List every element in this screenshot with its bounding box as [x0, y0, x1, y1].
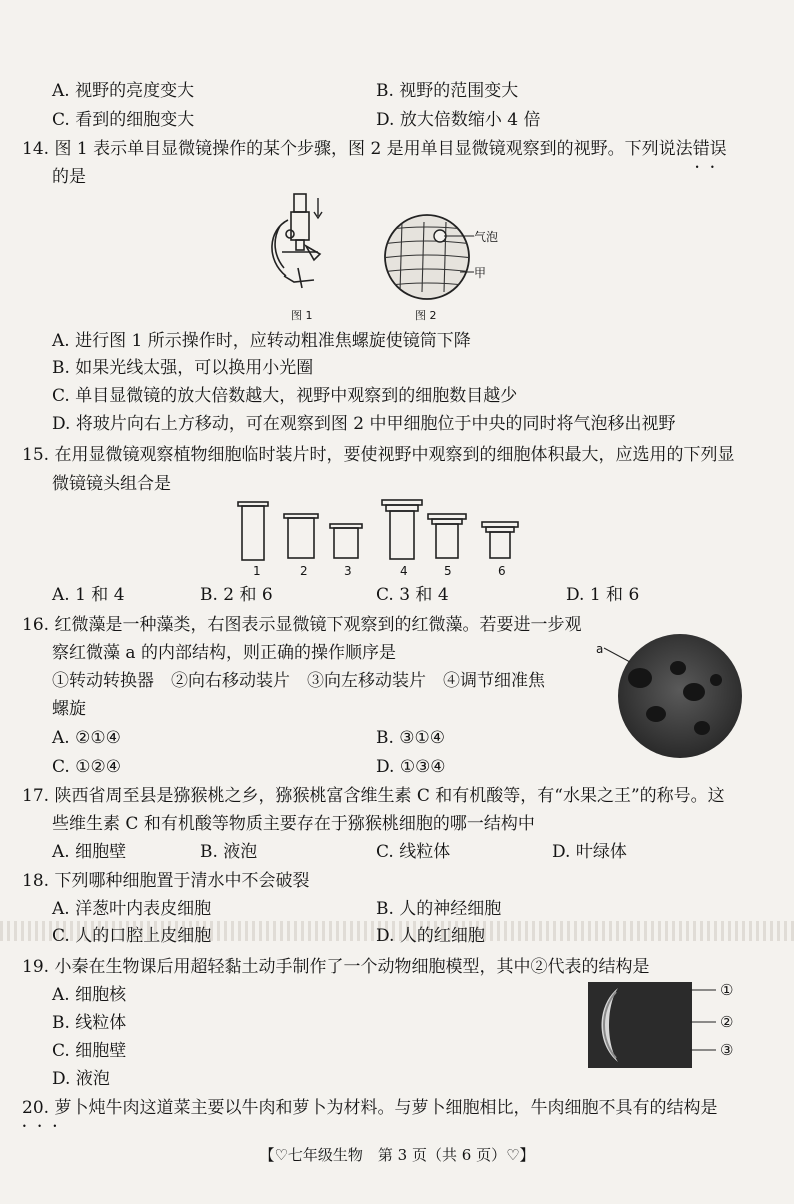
- q18-stem: 18. 下列哪种细胞置于清水中不会破裂: [22, 871, 310, 891]
- q13-option-b: B. 视野的范围变大: [376, 81, 519, 101]
- lens-label-3: 3: [344, 564, 352, 578]
- lens-label-4: 4: [400, 564, 408, 578]
- q16-stem-line1: 16. 红微藻是一种藻类，右图表示显微镜下观察到的红微藻。若要进一步观: [22, 615, 582, 635]
- q20-stem: [22, 1097, 717, 1119]
- cell-model-label-3: ③: [720, 1041, 734, 1059]
- figure-2-label-jia: 甲: [474, 266, 487, 280]
- q20-stem-emphasis: 不具有 • • •: [598, 1098, 649, 1118]
- q15-option-b: B. 2 和 6: [200, 585, 273, 605]
- lens-label-5: 5: [444, 564, 452, 578]
- q16-option-b: B. ③①④: [376, 728, 446, 748]
- q17-stem-line1: 17. 陕西省周至县是猕猴桃之乡，猕猴桃富含维生素 C 和有机酸等，有“水果之王”的称号。这: [22, 786, 725, 806]
- page-footer: 【♡七年级生物 第 3 页（共 6 页）♡】: [259, 1146, 535, 1164]
- q13-option-a: A. 视野的亮度变大: [52, 81, 195, 101]
- q15-option-c: C. 3 和 4: [376, 585, 449, 605]
- q16-option-a: A. ②①④: [52, 728, 121, 748]
- q16-stem-line3: ①转动转换器 ②向右移动装片 ③向左移动装片 ④调节细准焦: [52, 671, 545, 691]
- red-microalgae-leader: [600, 644, 640, 668]
- q14-option-c: C. 单目显微镜的放大倍数越大，视野中观察到的细胞数目越少: [52, 386, 518, 406]
- q18-option-a: A. 洋葱叶内表皮细胞: [52, 899, 212, 919]
- q14-option-d: D. 将玻片向右上方移动，可在观察到图 2 中甲细胞位于中央的同时将气泡移出视野: [52, 414, 676, 434]
- q13-option-d: D. 放大倍数缩小 4 倍: [376, 110, 541, 130]
- q14-stem-emphasis: 错误 • •: [693, 138, 727, 160]
- figure-2-caption: 图 2: [415, 309, 437, 322]
- q14-option-b: B. 如果光线太强，可以换用小光圈: [52, 358, 314, 378]
- q17-option-c: C. 线粒体: [376, 842, 451, 862]
- q18-option-b: B. 人的神经细胞: [376, 899, 502, 919]
- q16-option-d: D. ①③④: [376, 757, 446, 777]
- q18-option-d: D. 人的红细胞: [376, 926, 485, 946]
- figure-1-caption: 图 1: [291, 309, 313, 322]
- cell-model-photo: [588, 982, 692, 1068]
- lens-label-6: 6: [498, 564, 506, 578]
- q14-stem-line1: [22, 138, 727, 160]
- q16-option-c: C. ①②④: [52, 757, 121, 777]
- q15-option-a: A. 1 和 4: [52, 585, 125, 605]
- q19-option-b: B. 线粒体: [52, 1013, 127, 1033]
- q16-stem-line4: 螺旋: [52, 699, 86, 719]
- q15-stem-line2: 微镜镜头组合是: [52, 474, 171, 494]
- red-microalgae-label-a: a: [596, 642, 604, 656]
- figure-2-label-bubble: 气泡: [474, 230, 499, 244]
- q17-option-a: A. 细胞壁: [52, 842, 127, 862]
- lens-label-1: 1: [253, 564, 261, 578]
- cell-model-leaders: [690, 984, 720, 1064]
- q19-stem: 19. 小秦在生物课后用超轻黏土动手制作了一个动物细胞模型，其中②代表的结构是: [22, 957, 650, 977]
- q19-option-c: C. 细胞壁: [52, 1041, 127, 1061]
- q19-option-d: D. 液泡: [52, 1069, 110, 1089]
- lens-label-2: 2: [300, 564, 308, 578]
- q18-option-c: C. 人的口腔上皮细胞: [52, 926, 212, 946]
- q15-option-d: D. 1 和 6: [566, 585, 640, 605]
- q17-stem-line2: 些维生素 C 和有机酸等物质主要存在于猕猴桃细胞的哪一结构中: [52, 814, 535, 834]
- q17-option-b: B. 液泡: [200, 842, 258, 862]
- q20-stem-text: 20. 萝卜炖牛肉这道菜主要以牛肉和萝卜为材料。与萝卜细胞相比，牛肉细胞: [22, 1098, 599, 1118]
- q14-stem-line2: 的是: [52, 167, 86, 187]
- q17-option-d: D. 叶绿体: [552, 842, 627, 862]
- q13-option-c: C. 看到的细胞变大: [52, 110, 195, 130]
- q16-stem-line2: 察红微藻 a 的内部结构，则正确的操作顺序是: [52, 643, 396, 663]
- figure-1-microscope: [258, 190, 338, 300]
- q19-option-a: A. 细胞核: [52, 985, 127, 1005]
- q14-option-a: A. 进行图 1 所示操作时，应转动粗准焦螺旋使镜筒下降: [52, 331, 471, 351]
- lens-diagram: [230, 496, 530, 566]
- cell-model-label-2: ②: [720, 1013, 734, 1031]
- cell-model-label-1: ①: [720, 981, 734, 999]
- q14-stem-text: 14. 图 1 表示单目显微镜操作的某个步骤，图 2 是用单目显微镜观察到的视野。下列说法: [22, 139, 693, 159]
- q20-stem-tail: 的结构是: [649, 1098, 718, 1118]
- q15-stem-line1: 15. 在用显微镜观察植物细胞临时装片时，要使视野中观察到的细胞体积最大，应选用的下列显: [22, 445, 735, 465]
